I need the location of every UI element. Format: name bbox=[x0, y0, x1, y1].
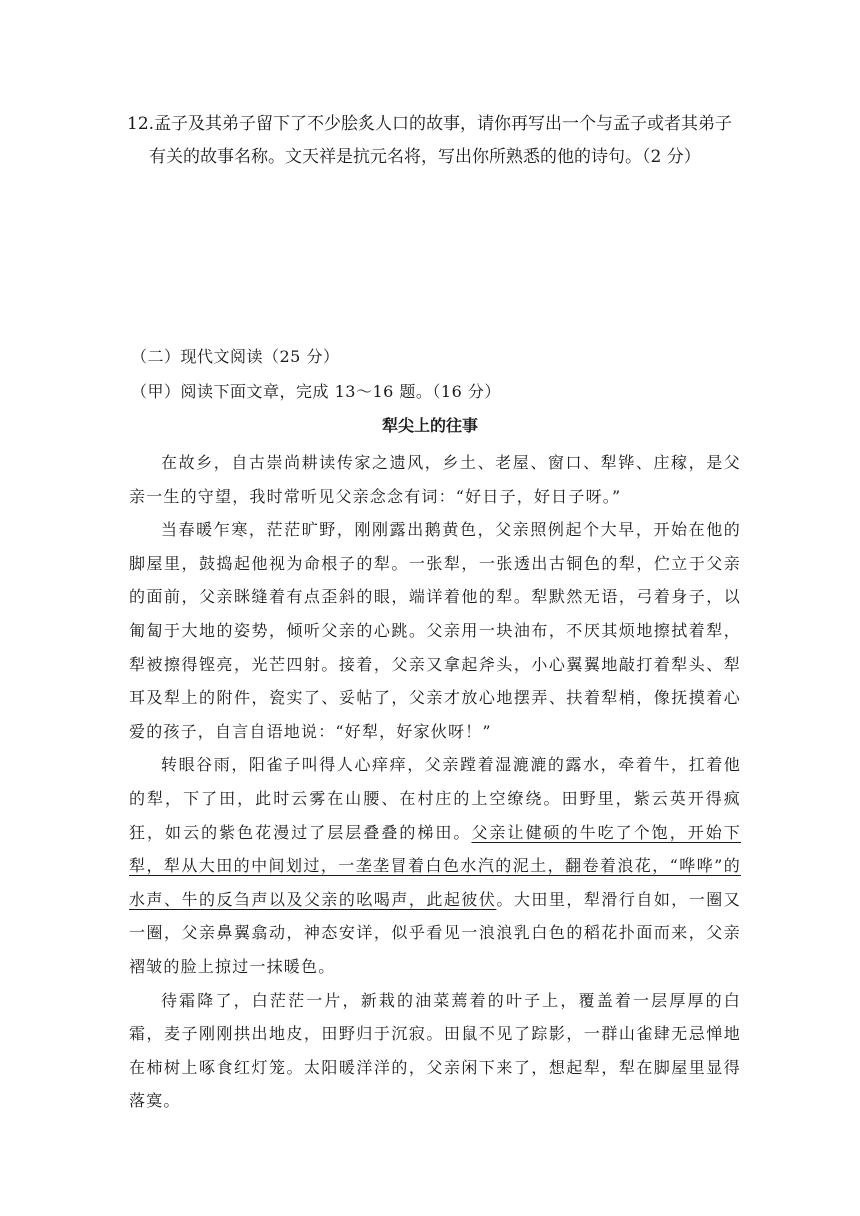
article-paragraph-1: 在故乡，自古崇尚耕读传家之遗风，乡土、老屋、窗口、犁铧、庄稼，是父亲一生的守望，我时常听见父亲念念有词：“好日子，好日子呀。” bbox=[129, 453, 741, 506]
question-12-line-2: 有关的故事名称。文天祥是抗元名将，写出你所熟悉的他的诗句。（2 分） bbox=[149, 147, 701, 167]
article-paragraph-3 bbox=[129, 748, 741, 983]
article-title: 犁尖上的往事 bbox=[381, 416, 478, 435]
paragraph-3-text-after: 。大田里，犁滑行自如，一圈又一圈，父亲鼻翼翕动，神态安详，似乎看见一浪浪乳白色的稻花扑面而来，父亲褶皱的脸上掠过一抹暖色。 bbox=[129, 889, 741, 976]
section-subheading-part-a: （甲）阅读下面文章，完成 13～16 题。（16 分） bbox=[131, 382, 501, 401]
paragraph-3-text-before: 转眼谷雨，阳雀子叫得人心痒痒，父亲蹚着湿漉漉的露水，牵着牛，扛着他的犁，下了田，此时云雾在山腰、在村庄的上空缭绕。田野里，紫云英开得疯狂，如云的紫色花漫过了层层叠叠的梯田。 bbox=[129, 755, 741, 842]
article-body bbox=[129, 446, 741, 1118]
section-heading-modern-reading: （二）现代文阅读（25 分） bbox=[131, 347, 340, 366]
article-paragraph-4: 待霜降了，白茫茫一片，新栽的油菜蔫着的叶子上，覆盖着一层厚厚的白霜，麦子刚刚拱出地皮，田野归于沉寂。田鼠不见了踪影，一群山雀肆无忌惮地在柿树上啄食红灯笼。太阳暖洋洋的，父亲闲下来了，想起犁，犁在脚屋里显得落寞。 bbox=[129, 990, 741, 1111]
question-12 bbox=[127, 108, 747, 174]
underlined-sentence: 父亲让健硕的牛吃了个饱，开始下犁，犁从大田的中间划过，一垄垄冒着白色水汽的泥土，翻卷着浪花，“哗哗”的水声、牛的反刍声以及父亲的吆喝声，此起彼伏 bbox=[129, 822, 741, 909]
question-12-line-1: 12.孟子及其弟子留下了不少脍炙人口的故事，请你再写出一个与孟子或者其弟子 bbox=[127, 114, 733, 134]
article-paragraph-2: 当春暖乍寒，茫茫旷野，刚刚露出鹅黄色，父亲照例起个大早，开始在他的脚屋里，鼓捣起他视为命根子的犁。一张犁，一张透出古铜色的犁，伫立于父亲的面前，父亲眯缝着有点歪斜的眼，端详着他的犁。犁默然无语，弓着身子，以匍匐于大地的姿势，倾听父亲的心跳。父亲用一块油布，不厌其烦地擦拭着犁，犁被擦得铿亮，光芒四射。接着，父亲又拿起斧头，小心翼翼地敲打着犁头、犁耳及犁上的附件，瓷实了、妥帖了，父亲才放心地摆弄、扶着犁梢，像抚摸着心爱的孩子，自言自语地说：“好犁，好家伙呀！” bbox=[129, 520, 741, 741]
